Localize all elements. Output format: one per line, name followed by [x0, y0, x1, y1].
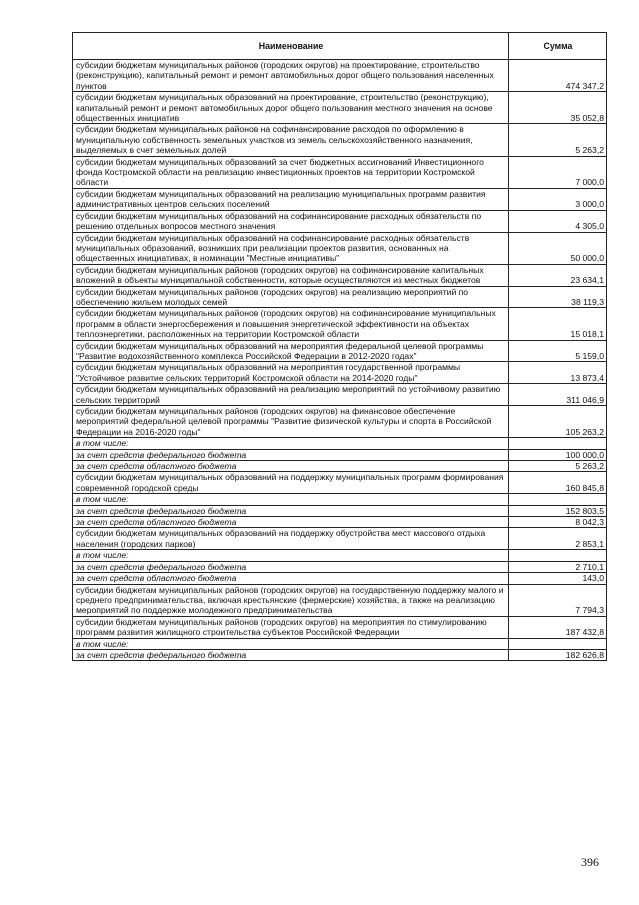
table-row	[73, 449, 607, 460]
row-sum: 160 845,8	[509, 472, 607, 494]
row-name: субсидии бюджетам муниципальных образований на софинансирование расходных обязательств муниципальных образований, возникших при реализации проектов развития, основанных на общественных инициативах, в номинации "Местные инициативы"	[73, 232, 509, 264]
row-name: субсидии бюджетам муниципальных образований на реализацию мероприятий по устойчивому развитию сельских территорий	[73, 384, 509, 406]
row-name: субсидии бюджетам муниципальных районов на софинансирование расходов по оформлению в муниципальную собственность земельных участков из земель сельскохозяйственного назначения, выделяемых в счет земельных долей	[73, 124, 509, 156]
row-name: за счет средств областного бюджета	[73, 517, 509, 528]
row-sum: 474 347,2	[509, 60, 607, 92]
row-sum	[509, 638, 607, 649]
table-row	[73, 550, 607, 561]
row-sum: 5 263,2	[509, 461, 607, 472]
table-row	[73, 573, 607, 584]
table-row	[73, 124, 607, 156]
row-sum: 5 159,0	[509, 340, 607, 362]
budget-table	[72, 32, 607, 661]
table-row	[73, 92, 607, 124]
page-number: 396	[581, 855, 599, 869]
table-row	[73, 156, 607, 188]
table-row	[73, 384, 607, 406]
header-name: Наименование	[73, 33, 509, 60]
table-row	[73, 472, 607, 494]
table-row	[73, 616, 607, 638]
row-sum: 13 873,4	[509, 362, 607, 384]
table-row	[73, 494, 607, 505]
row-sum: 187 432,8	[509, 616, 607, 638]
row-sum: 143,0	[509, 573, 607, 584]
row-name: в том числе:	[73, 550, 509, 561]
row-name: за счет средств областного бюджета	[73, 573, 509, 584]
row-name: за счет средств областного бюджета	[73, 461, 509, 472]
row-name: за счет средств федерального бюджета	[73, 649, 509, 660]
row-name: субсидии бюджетам муниципальных районов (городских округов) на государственную поддержку малого и среднего предпринимательства, включая крестьянские (фермерские) хозяйства, а также на реализацию мероприятий по поддержке молодежного предпринимательства	[73, 584, 509, 616]
row-name: субсидии бюджетам муниципальных районов (городских округов) на проектирование, строительство (реконструкцию), капитальный ремонт и ремонт автомобильных дорог общего пользования населенных пунктов	[73, 60, 509, 92]
row-sum: 15 018,1	[509, 308, 607, 340]
row-name: субсидии бюджетам муниципальных образований на мероприятия федеральной целевой программы "Развитие водохозяйственного комплекса Российской Федерации в 2012-2020 годах"	[73, 340, 509, 362]
table-row	[73, 461, 607, 472]
table-row	[73, 505, 607, 516]
row-name: за счет средств федерального бюджета	[73, 449, 509, 460]
row-name: субсидии бюджетам муниципальных районов (городских округов) на реализацию мероприятий по обеспечению жильем молодых семей	[73, 286, 509, 308]
row-name: в том числе:	[73, 438, 509, 449]
header-sum: Сумма	[509, 33, 607, 60]
row-sum: 50 000,0	[509, 232, 607, 264]
table-row	[73, 584, 607, 616]
table-row	[73, 60, 607, 92]
table-row	[73, 649, 607, 660]
table-row	[73, 528, 607, 550]
row-name: субсидии бюджетам муниципальных образований на проектирование, строительство (реконструкцию), капитальный ремонт и ремонт автомобильных дорог общего пользования местного значения на основе общественных инициатив	[73, 92, 509, 124]
row-name: субсидии бюджетам муниципальных образований на мероприятия государственной программы "Устойчивое развитие сельских территорий Костромской области на 2014-2020 годы"	[73, 362, 509, 384]
table-row	[73, 517, 607, 528]
row-name: в том числе:	[73, 494, 509, 505]
row-name: субсидии бюджетам муниципальных образований на реализацию муниципальных программ развития административных центров сельских поселений	[73, 188, 509, 210]
table-row	[73, 286, 607, 308]
table-row	[73, 638, 607, 649]
table-row	[73, 264, 607, 286]
row-sum	[509, 550, 607, 561]
row-name: субсидии бюджетам муниципальных районов (городских округов) на финансовое обеспечение мероприятий федеральной целевой программы "Развитие физической культуры и спорта в Российской Федерации на 2016-2020 годы"	[73, 406, 509, 438]
row-sum: 100 000,0	[509, 449, 607, 460]
row-sum: 152 803,5	[509, 505, 607, 516]
row-sum: 4 305,0	[509, 210, 607, 232]
table-row	[73, 438, 607, 449]
row-name: в том числе:	[73, 638, 509, 649]
row-name: за счет средств федерального бюджета	[73, 561, 509, 572]
table-row	[73, 362, 607, 384]
table-row	[73, 561, 607, 572]
row-name: субсидии бюджетам муниципальных образований на поддержку муниципальных программ формирования современной городской среды	[73, 472, 509, 494]
table-row	[73, 308, 607, 340]
row-sum: 7 794,3	[509, 584, 607, 616]
row-sum: 182 626,8	[509, 649, 607, 660]
row-name: субсидии бюджетам муниципальных образований за счет бюджетных ассигнований Инвестиционного фонда Костромской области на реализацию инвестиционных проектов на территории Костромской области	[73, 156, 509, 188]
row-name: субсидии бюджетам муниципальных районов (городских округов) на софинансирование муниципальных программ в области энергосбережения и повышения энергетической эффективности на объектах теплоэнергетики, расположенных на территории Костромской области	[73, 308, 509, 340]
row-name: субсидии бюджетам муниципальных образований на поддержку обустройства мест массового отдыха населения (городских парков)	[73, 528, 509, 550]
row-sum	[509, 438, 607, 449]
row-name: субсидии бюджетам муниципальных районов (городских округов) на софинансирование капитальных вложений в объекты муниципальной собственности, которые осуществляются из местных бюджетов	[73, 264, 509, 286]
table-body	[73, 60, 607, 661]
row-sum	[509, 494, 607, 505]
row-sum: 105 263,2	[509, 406, 607, 438]
row-name: субсидии бюджетам муниципальных районов (городских округов) на мероприятия по стимулированию программ развития жилищного строительства субъектов Российской Федерации	[73, 616, 509, 638]
row-name: субсидии бюджетам муниципальных образований на софинансирование расходных обязательств по решению отдельных вопросов местного значения	[73, 210, 509, 232]
table-row	[73, 340, 607, 362]
table-row	[73, 232, 607, 264]
row-name: за счет средств федерального бюджета	[73, 505, 509, 516]
table-row	[73, 188, 607, 210]
row-sum: 5 263,2	[509, 124, 607, 156]
row-sum: 8 042,3	[509, 517, 607, 528]
row-sum: 311 046,9	[509, 384, 607, 406]
row-sum: 3 000,0	[509, 188, 607, 210]
row-sum: 2 710,1	[509, 561, 607, 572]
table-header-row	[73, 33, 607, 60]
row-sum: 2 853,1	[509, 528, 607, 550]
row-sum: 38 119,3	[509, 286, 607, 308]
row-sum: 7 000,0	[509, 156, 607, 188]
row-sum: 35 052,8	[509, 92, 607, 124]
row-sum: 23 634,1	[509, 264, 607, 286]
table-row	[73, 406, 607, 438]
table-row	[73, 210, 607, 232]
